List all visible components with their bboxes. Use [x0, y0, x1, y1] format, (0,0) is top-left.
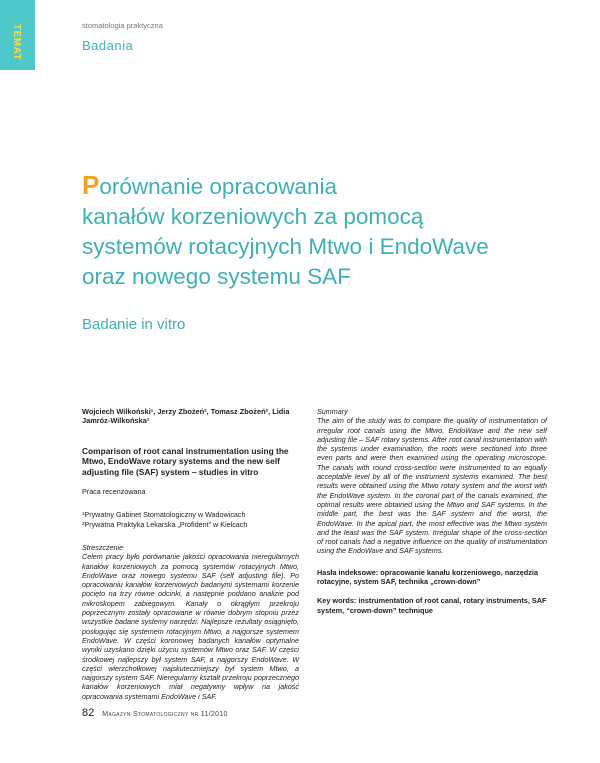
keywords-pl: Hasła indeksowe: opracowanie kanału korzeniowego, narzędzia rotacyjne, system SAF, technika „crown-down”	[317, 567, 538, 587]
right-column	[317, 407, 547, 615]
journal-name: stomatologia praktyczna	[82, 21, 163, 30]
publication-name: Magazyn Stomatologiczny nr 11/2010	[102, 711, 228, 718]
article-subtitle: Badanie in vitro	[82, 316, 186, 333]
summary-heading: Summary	[317, 407, 348, 416]
side-tab-label: TEMAT	[11, 24, 22, 61]
english-title: Comparison of root canal instrumentation using the Mtwo, EndoWave rotary systems and the new self adjusting file (SAF) system – studies in vitro	[82, 445, 289, 477]
abstract-pl: Celem pracy było porównanie jakości opracowania nieregularnych kanałów korzeniowych za pomocą systemów rotacyjnych Mtwo, EndoWave oraz nowego systemu SAF (self adjusting file). Po opracowaniu kanałów korzeniowych badanymi systemami korzenie pocięto na trzy równe odcinki, a następnie poddano analizie pod mikroskopem zabiegowym. Kanały o okrągłym przekroju poprzecznym zostały opracowane w równie dobrym stopniu przez wszystkie badane systemy narzędzi. Najlepsze rezultaty osiągnięto, posługując się systemem rotacyjnym Mtwo, a najgorsze systemem EndoWave. W części koronowej badanych kanałów optymalne wyniki uzyskano dzięki użyciu systemów Mtwo oraz SAF. W części środkowej najlepszy był system SAF, a najgorszy EndoWave. W części wierzchołkowej najskuteczniejszy był system Mtwo, a najgorszy system SAF. Nieregularny kształt przekroju poprzecznego kanałów korzeniowych miał negatywny wpływ na jakość opracowania systemami EndoWave i SAF.	[82, 552, 299, 701]
affiliation: ²Prywatna Praktyka Lekarska „Profident” w Kielcach	[82, 519, 248, 529]
left-column	[82, 407, 299, 701]
page-number: 82	[82, 707, 95, 719]
title-line: oraz nowego systemu SAF	[82, 264, 351, 289]
title-line: orównanie opracowania	[99, 174, 337, 199]
title-initial: P	[82, 170, 100, 200]
title-line: systemów rotacyjnych Mtwo i EndoWave	[82, 234, 489, 259]
section-label: Badania	[82, 38, 134, 53]
article-title	[82, 170, 562, 292]
affiliation: ¹Prywatny Gabinet Stomatologiczny w Wadowicach	[82, 510, 246, 520]
title-line: kanałów korzeniowych za pomocą	[82, 204, 424, 229]
affiliations	[82, 510, 299, 529]
abstract-pl-heading: Streszczenie	[82, 542, 124, 552]
peer-reviewed-note: Praca recenzowana	[82, 487, 146, 497]
keywords-en: Key words: instrumentation of root canal, rotary instruments, SAF system, “crown-down” technique	[317, 596, 547, 615]
abstract-en: The aim of the study was to compare the quality of instrumentation of irregular root canals using the Mtwo, EndoWave and the new self adjusting file – SAF rotary systems. After root canal instrumentation with the systems under examination, the roots were sectioned into three even parts and were then examined using the operating microscope. The canals with round cross-section were instrumented to an equally acceptable level by all of the instrument systems examined. The best results were obtained using the Mtwo rotary system and the worst with the EndoWave system. In the coronal part of the canals examined, the optimal results were obtained using the Mtwo and SAF systems. In the middle part, the best was the SAF system and the worst, the EndoWave. In the apical part, the most effective was the Mtwo system and the least was the SAF system. Irregular shape of the cross-section of root canals had a negative influence on the quality of instrumentation using the EndoWave and SAF systems.	[317, 416, 547, 556]
section-side-tab	[0, 0, 35, 70]
page-footer	[82, 707, 228, 719]
authors: Wojciech Wilkoński¹, Jerzy Zbożeń², Tomasz Zbożeń², Lidia Jamróz-Wilkońska¹	[82, 407, 290, 426]
